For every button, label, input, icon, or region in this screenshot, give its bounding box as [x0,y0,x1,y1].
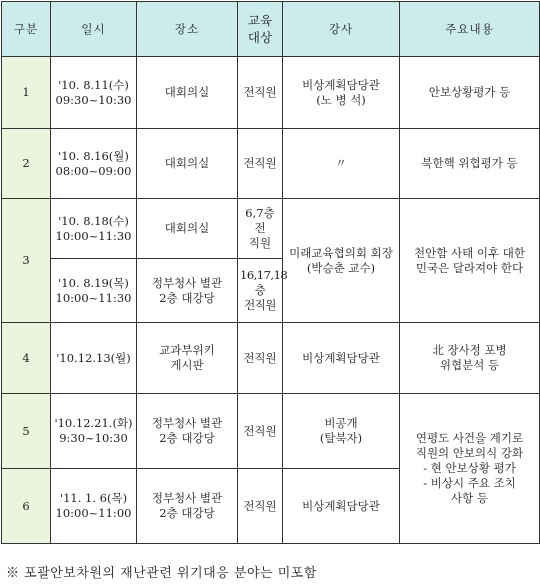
row-number: 2 [2,129,51,199]
footnote: ※ 포괄안보차원의 재난관련 위기대응 분야는 미포함 [6,566,317,581]
table-row [2,394,540,469]
header-category: 구분 [2,2,51,57]
row-content: 북한핵 위협평가 등 [400,129,540,199]
row-target: 전직원 [238,57,283,129]
row-place: 대회의실 [137,199,238,259]
header-place: 장소 [137,2,238,57]
header-row [2,2,540,57]
row-content: 연평도 사건을 계기로 직원의 안보의식 강화 - 현 안보상황 평가 - 비상시 주요 조치 사항 등 [400,394,540,544]
header-target: 교육 대상 [238,2,283,57]
row-content: 안보상황평가 등 [400,57,540,129]
row-lecturer: 비상계획담당관 [283,323,400,394]
row-target: 16,17,18층 전직원 [238,259,283,323]
row-target: 전직원 [238,323,283,394]
row-lecturer: 〃 [283,129,400,199]
table-row [2,57,540,129]
table-row [2,199,540,259]
row-content: 北 장사정 포병 위협분석 등 [400,323,540,394]
row-place: 정부청사 별관 2층 대강당 [137,259,238,323]
table-row [2,323,540,394]
row-target: 6,7층전 직원 [238,199,283,259]
row-datetime: '10. 8.19(목) 10:00~11:30 [51,259,137,323]
header-datetime: 일시 [51,2,137,57]
row-datetime: '10.12.13(월) [51,323,137,394]
row-number: 1 [2,57,51,129]
row-content: 천안함 사태 이후 대한 민국은 달라져야 한다 [400,199,540,323]
row-datetime: '10.12.21.(화) 9:30~10:30 [51,394,137,469]
row-number: 4 [2,323,51,394]
row-place: 대회의실 [137,57,238,129]
row-datetime: '10. 8.16(월) 08:00~09:00 [51,129,137,199]
education-schedule-table [1,1,540,544]
row-lecturer: 비상계획담당관 (노 병 석) [283,57,400,129]
row-datetime: '10. 8.11(수) 09:30~10:30 [51,57,137,129]
row-place: 교과부위키 게시판 [137,323,238,394]
row-place: 정부청사 별관 2층 대강당 [137,469,238,544]
row-datetime: '10. 8.18(수) 10:00~11:30 [51,199,137,259]
row-target: 전직원 [238,469,283,544]
header-lecturer: 강사 [283,2,400,57]
row-target: 전직원 [238,394,283,469]
row-target: 전직원 [238,129,283,199]
row-lecturer: 비상계획담당관 [283,469,400,544]
table-row [2,129,540,199]
row-datetime: '11. 1. 6(목) 10:00~11:00 [51,469,137,544]
header-content: 주요내용 [400,2,540,57]
row-number: 6 [2,469,51,544]
row-number: 5 [2,394,51,469]
row-number: 3 [2,199,51,323]
row-lecturer: 비공개 (탈북자) [283,394,400,469]
row-place: 대회의실 [137,129,238,199]
row-lecturer: 미래교육협의회 회장 (박승춘 교수) [283,199,400,323]
row-place: 정부청사 별관 2층 대강당 [137,394,238,469]
